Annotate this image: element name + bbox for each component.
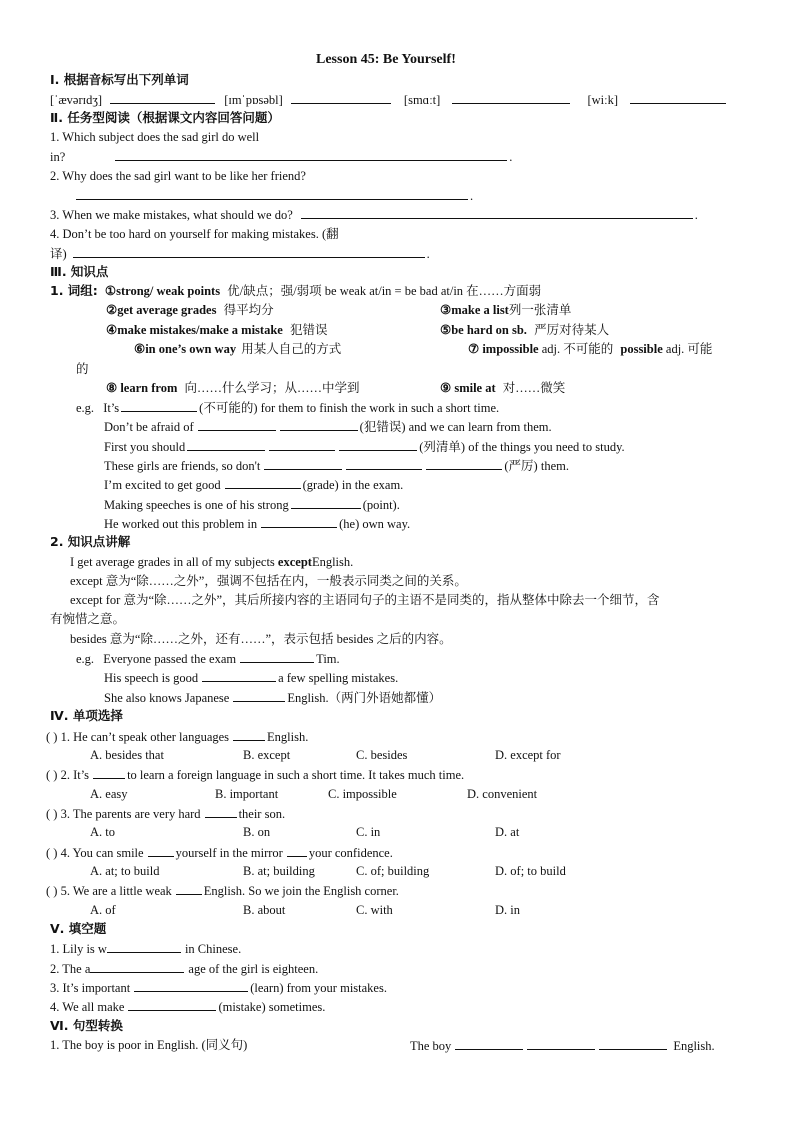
answer-blank[interactable] bbox=[134, 979, 248, 992]
mc-option[interactable]: C. of; building bbox=[356, 864, 430, 878]
example-text: (he) own way. bbox=[339, 517, 411, 531]
explain-3: except for 意为“除……之外”，其后所接内容的主语同句子的主语不是同类的，指从整体中除去一个细节，含 bbox=[70, 593, 660, 607]
example-7 bbox=[104, 515, 410, 532]
mc-option[interactable]: A. of bbox=[90, 903, 116, 917]
mc-option[interactable]: A. at; to build bbox=[90, 864, 160, 878]
period: . bbox=[509, 150, 513, 164]
section-2-heading: Ⅱ. 任务型阅读（根据课文内容回答问题） bbox=[50, 110, 280, 125]
answer-blank[interactable] bbox=[261, 515, 337, 528]
answer-blank[interactable] bbox=[225, 476, 301, 489]
answer-paren[interactable]: ( ) bbox=[46, 884, 58, 898]
mc-stem: English. So we join the English corner. bbox=[203, 884, 399, 898]
example-text: Making speeches is one of his strong bbox=[104, 498, 289, 512]
phrase-2: ②get average grades bbox=[106, 303, 217, 317]
example-1 bbox=[76, 399, 499, 416]
example-text: His speech is good bbox=[104, 671, 199, 685]
question-4-tail: 译) bbox=[50, 247, 67, 261]
mc-option[interactable]: C. besides bbox=[356, 748, 408, 762]
phrase-row-2 bbox=[106, 302, 274, 318]
fill-text: (learn) from your mistakes. bbox=[250, 981, 387, 995]
answer-blank[interactable] bbox=[115, 148, 507, 161]
knowledge-heading: 2. 知识点讲解 bbox=[50, 534, 131, 549]
answer-blank[interactable] bbox=[121, 399, 197, 412]
explain-3-cont: 有惋惜之意。 bbox=[50, 612, 126, 626]
phrase-4-meaning: 犯错误 bbox=[289, 323, 328, 337]
mc-stem: English. bbox=[267, 730, 309, 744]
question-1-text: 1. Which subject does the sad girl do well bbox=[50, 130, 260, 144]
mc-stem: 1. He can’t speak other languages bbox=[60, 730, 230, 744]
mc-question-3 bbox=[46, 805, 285, 822]
mc-question-5 bbox=[46, 882, 399, 899]
mc-option[interactable]: D. convenient bbox=[467, 787, 538, 801]
phrase-9-meaning: 对……微笑 bbox=[502, 381, 566, 395]
mc-option[interactable]: A. to bbox=[90, 825, 115, 839]
eg-label: e.g. bbox=[76, 401, 95, 415]
example-text: He worked out this problem in bbox=[104, 517, 258, 531]
question-3-row bbox=[50, 206, 698, 223]
phrases-label: 1. 词组: bbox=[50, 283, 98, 298]
mc-option[interactable]: B. on bbox=[243, 825, 271, 839]
answer-blank[interactable] bbox=[73, 245, 425, 258]
phrase-1: ①strong/ weak points bbox=[104, 284, 221, 298]
phonetic-4: [wiːk] bbox=[587, 93, 619, 107]
phrase-1-meaning: 优/缺点；强/弱项 be weak at/in = be bad at/in 在……方面弱 bbox=[227, 284, 542, 298]
answer-blank[interactable] bbox=[110, 91, 215, 104]
phonetic-2: [ɪmˈpɒsəbl] bbox=[224, 93, 283, 107]
answer-paren[interactable]: ( ) bbox=[46, 807, 58, 821]
explain-4: besides 意为“除……之外，还有……”，表示包括 besides 之后的内容。 bbox=[70, 632, 452, 646]
mc-option[interactable]: B. important bbox=[215, 787, 279, 801]
mc-option[interactable]: C. with bbox=[356, 903, 393, 917]
phrase-row-4 bbox=[134, 341, 341, 357]
answer-blank[interactable] bbox=[198, 418, 276, 431]
section-4-heading: Ⅳ. 单项选择 bbox=[50, 708, 123, 723]
example-text: I’m excited to get good bbox=[104, 478, 221, 492]
answer-blank[interactable] bbox=[76, 187, 468, 200]
question-4-cont bbox=[50, 245, 430, 262]
fill-text: 1. Lily is w bbox=[50, 942, 107, 956]
answer-blank[interactable] bbox=[527, 1037, 595, 1050]
phonetic-1: [ˈævərɪdʒ] bbox=[50, 93, 103, 107]
mc-option[interactable]: B. at; building bbox=[243, 864, 315, 878]
section-6-heading: Ⅵ. 句型转换 bbox=[50, 1018, 123, 1033]
phonetic-3: [smɑːt] bbox=[403, 93, 441, 107]
period: . bbox=[470, 189, 474, 203]
answer-blank[interactable] bbox=[240, 650, 314, 663]
answer-blank[interactable] bbox=[90, 960, 184, 973]
phrase-5: ⑤be hard on sb. bbox=[440, 323, 527, 337]
mc-option[interactable]: B. except bbox=[243, 748, 291, 762]
answer-blank[interactable] bbox=[291, 496, 361, 509]
example-text: English.（两门外语她都懂） bbox=[287, 691, 442, 705]
fill-text: 2. The a bbox=[50, 962, 91, 976]
answer-blank[interactable] bbox=[346, 457, 422, 470]
phrase-6-meaning: 用某人自己的方式 bbox=[241, 342, 342, 356]
mc-stem: 3. The parents are very hard bbox=[60, 807, 201, 821]
example-4 bbox=[104, 457, 569, 474]
page-title: Lesson 45: Be Yourself! bbox=[316, 52, 456, 67]
answer-blank[interactable] bbox=[426, 457, 502, 470]
answer-blank[interactable] bbox=[339, 438, 417, 451]
answer-blank[interactable] bbox=[291, 91, 391, 104]
answer-blank[interactable] bbox=[233, 689, 285, 702]
explain-example-3 bbox=[104, 689, 441, 706]
answer-paren[interactable]: ( ) bbox=[46, 730, 58, 744]
phonetic-row bbox=[50, 91, 728, 108]
answer-blank[interactable] bbox=[93, 766, 125, 779]
example-text: (严厉) them. bbox=[504, 459, 569, 473]
question-1-cont bbox=[50, 148, 512, 165]
mc-stem: 4. You can smile bbox=[60, 846, 144, 860]
phrase-7: ⑦ impossible bbox=[468, 342, 539, 356]
section-5-heading: Ⅴ. 填空题 bbox=[50, 921, 107, 936]
fill-4 bbox=[50, 998, 325, 1015]
phrase-row-5b bbox=[440, 380, 565, 396]
answer-blank[interactable] bbox=[107, 940, 181, 953]
answer-paren[interactable]: ( ) bbox=[46, 768, 58, 782]
explain-text: I get average grades in all of my subjects bbox=[70, 555, 275, 569]
question-3-text: 3. When we make mistakes, what should we do? bbox=[50, 208, 293, 222]
section-1-heading: Ⅰ. 根据音标写出下列单词 bbox=[50, 72, 189, 87]
answer-blank[interactable] bbox=[287, 844, 307, 857]
phrase-3-meaning: 列一张清单 bbox=[508, 303, 572, 317]
example-text: It’s bbox=[103, 401, 120, 415]
phrase-8-meaning: 向……什么学习；从……中学到 bbox=[184, 381, 360, 395]
explain-text: English. bbox=[311, 555, 354, 569]
answer-blank[interactable] bbox=[205, 805, 237, 818]
eg-label: e.g. bbox=[76, 652, 95, 666]
answer-blank[interactable] bbox=[630, 91, 726, 104]
section-3-heading: Ⅲ. 知识点 bbox=[50, 264, 109, 279]
mc-stem: 5. We are a little weak bbox=[60, 884, 172, 898]
mc-option[interactable]: D. of; to build bbox=[495, 864, 566, 878]
explain-example-1 bbox=[76, 650, 340, 667]
question-2-answer bbox=[74, 187, 473, 204]
phrase-7-wrap: 的 bbox=[76, 362, 89, 376]
answer-blank[interactable] bbox=[455, 1037, 523, 1050]
mc-stem: 2. It’s bbox=[60, 768, 90, 782]
fill-text: 3. It’s important bbox=[50, 981, 131, 995]
answer-blank[interactable] bbox=[269, 438, 335, 451]
answer-paren[interactable]: ( ) bbox=[46, 846, 58, 860]
explain-example-2 bbox=[104, 669, 398, 686]
phrase-row-3b bbox=[440, 322, 609, 338]
fill-2 bbox=[50, 960, 318, 977]
phrase-row-2b bbox=[440, 302, 571, 318]
mc-question-2 bbox=[46, 766, 464, 783]
question-1-tail: in? bbox=[50, 150, 66, 164]
period: . bbox=[426, 247, 430, 261]
example-2 bbox=[104, 418, 552, 435]
mc-option[interactable]: A. besides that bbox=[90, 748, 164, 762]
mc-option[interactable]: D. at bbox=[495, 825, 520, 839]
mc-option[interactable]: D. except for bbox=[495, 748, 561, 762]
transform-text: English. bbox=[673, 1039, 715, 1053]
answer-blank[interactable] bbox=[176, 882, 202, 895]
transform-1-answer bbox=[410, 1037, 715, 1054]
mc-option[interactable]: A. easy bbox=[90, 787, 128, 801]
example-text: These girls are friends, so don't bbox=[104, 459, 261, 473]
fill-text: age of the girl is eighteen. bbox=[188, 962, 319, 976]
example-text: (point). bbox=[362, 498, 400, 512]
answer-blank[interactable] bbox=[301, 206, 693, 219]
period: . bbox=[694, 208, 698, 222]
example-text: She also knows Japanese bbox=[104, 691, 230, 705]
mc-option[interactable]: C. impossible bbox=[328, 787, 397, 801]
transform-1-text: 1. The boy is poor in English. (同义句) bbox=[50, 1038, 248, 1052]
answer-blank[interactable] bbox=[264, 457, 342, 470]
question-4-text: 4. Don’t be too hard on yourself for making mistakes. (翻 bbox=[50, 227, 339, 241]
mc-stem: your confidence. bbox=[308, 846, 393, 860]
example-text: (列清单) of the things you need to study. bbox=[419, 440, 625, 454]
fill-text: (mistake) sometimes. bbox=[218, 1000, 326, 1014]
question-2-text: 2. Why does the sad girl want to be like her friend? bbox=[50, 169, 306, 183]
phrase-7-meaning: adj. 不可能的 bbox=[541, 342, 614, 356]
answer-blank[interactable] bbox=[202, 669, 276, 682]
example-text: (grade) in the exam. bbox=[302, 478, 404, 492]
phrase-3: ③make a list bbox=[440, 303, 509, 317]
mc-option[interactable]: D. in bbox=[495, 903, 520, 917]
mc-stem: yourself in the mirror bbox=[175, 846, 283, 860]
phrase-2-meaning: 得平均分 bbox=[223, 303, 274, 317]
example-text: Everyone passed the exam bbox=[103, 652, 237, 666]
mc-question-4 bbox=[46, 844, 393, 861]
phrase-8: ⑧ learn from bbox=[106, 381, 178, 395]
phrase-row-4b bbox=[468, 341, 712, 357]
phrase-9: ⑨ smile at bbox=[440, 381, 496, 395]
mc-stem: to learn a foreign language in such a short time. It takes much time. bbox=[127, 768, 465, 782]
example-text: Don’t be afraid of bbox=[104, 420, 194, 434]
example-3 bbox=[104, 438, 625, 455]
example-6 bbox=[104, 496, 400, 513]
explain-1 bbox=[70, 554, 353, 570]
fill-3 bbox=[50, 979, 387, 996]
phrase-row-3 bbox=[106, 322, 327, 338]
mc-option[interactable]: B. about bbox=[243, 903, 286, 917]
phrase-5-meaning: 严厉对待某人 bbox=[534, 323, 610, 337]
phrase-4: ④make mistakes/make a mistake bbox=[106, 323, 283, 337]
example-text: a few spelling mistakes. bbox=[278, 671, 399, 685]
transform-text: The boy bbox=[410, 1039, 452, 1053]
fill-1 bbox=[50, 940, 241, 957]
answer-blank[interactable] bbox=[280, 418, 358, 431]
answer-blank[interactable] bbox=[187, 438, 265, 451]
answer-blank[interactable] bbox=[148, 844, 174, 857]
phrase-row-5 bbox=[106, 380, 360, 396]
example-text: First you should bbox=[104, 440, 186, 454]
phrase-7b: possible bbox=[620, 342, 663, 356]
example-text: (不可能的) for them to finish the work in such a short time. bbox=[199, 401, 500, 415]
phrase-row-1 bbox=[50, 283, 541, 299]
explain-bold: except bbox=[277, 555, 312, 569]
mc-stem: their son. bbox=[238, 807, 286, 821]
example-text: (犯错误) and we can learn from them. bbox=[359, 420, 552, 434]
mc-question-1 bbox=[46, 728, 308, 745]
fill-text: in Chinese. bbox=[184, 942, 242, 956]
answer-blank[interactable] bbox=[233, 728, 265, 741]
phrase-6: ⑥in one’s own way bbox=[134, 342, 237, 356]
fill-text: 4. We all make bbox=[50, 1000, 125, 1014]
explain-2: except 意为“除……之外”，强调不包括在内，一般表示同类之间的关系。 bbox=[70, 574, 467, 588]
mc-option[interactable]: C. in bbox=[356, 825, 381, 839]
answer-blank[interactable] bbox=[452, 91, 570, 104]
answer-blank[interactable] bbox=[599, 1037, 667, 1050]
example-text: Tim. bbox=[316, 652, 340, 666]
phrase-7b-meaning: adj. 可能 bbox=[665, 342, 713, 356]
example-5 bbox=[104, 476, 403, 493]
answer-blank[interactable] bbox=[128, 998, 216, 1011]
